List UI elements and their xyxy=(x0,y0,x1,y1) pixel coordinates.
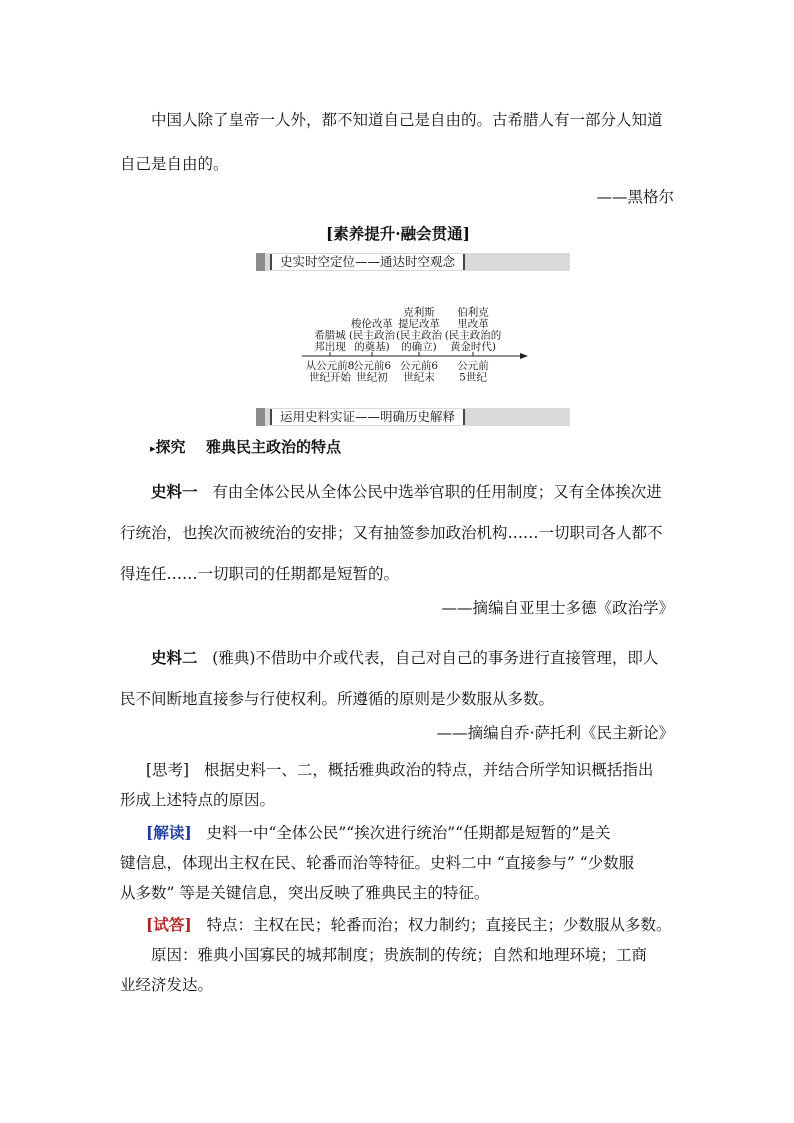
timeline-date-label: 世纪初 xyxy=(356,371,388,384)
banner-block xyxy=(256,408,265,426)
answer-reasons-line-2: 业经济发达。 xyxy=(120,976,214,994)
interpret-line-1: 史料一中“全体公民”“挨次进行统治”“任期都是短暂的”是关 xyxy=(206,824,611,842)
timeline-event-label: 希腊城 xyxy=(314,329,346,342)
source-one-line-3: 得连任……一切职司的任期都是短暂的。 xyxy=(120,565,400,583)
answer-reasons-line-1: 原因：雅典小国寡民的城邦制度；贵族制的传统；自然和地理环境；工商 xyxy=(151,946,648,964)
timeline-diagram xyxy=(290,288,540,388)
timeline-event-label: 克利斯 xyxy=(403,306,435,319)
timeline-event-label: 伯利克 xyxy=(457,306,489,319)
quote-text: 中国人除了皇帝一人外，都不知道自己是自由的。古希腊人有一部分人知道自己是自由的。 xyxy=(120,111,663,173)
inquiry-heading xyxy=(150,436,706,460)
interpret-label: [解读] xyxy=(146,823,192,842)
source-two-line-1: (雅典)不借助中介或代表，自己对自己的事务进行直接管理，即人 xyxy=(212,649,659,667)
timeline-date-label: 世纪开始 xyxy=(309,371,351,384)
timeline-arrow xyxy=(520,353,528,359)
timeline-events xyxy=(314,306,502,357)
source-one-citation: ——摘编自亚里士多德《政治学》 xyxy=(441,599,674,617)
banner-block xyxy=(256,253,265,271)
timeline-date-label: 5世纪 xyxy=(459,371,487,384)
source-two-citation: ——摘编自乔·萨托利《民主新论》 xyxy=(436,724,674,742)
timeline-event-label: 黄金时代) xyxy=(449,341,497,353)
timeline-event-label: 提尼改革 xyxy=(398,318,440,330)
source-one xyxy=(120,471,676,595)
timeline-event-label: 的确立) xyxy=(401,341,437,353)
banner-label: 运用史料实证——明确历史解释 xyxy=(270,409,465,425)
source-two-line-2: 民不间断地直接参与行使权利。所遵循的原则是少数服从多数。 xyxy=(120,690,555,708)
timeline-event-label: (民主政治 xyxy=(348,329,396,342)
section-title: [素养提升·融会贯通] xyxy=(325,224,471,243)
timeline-date-label: 公元前 xyxy=(457,360,489,372)
timeline-ticks xyxy=(306,359,490,384)
answer-label: [试答] xyxy=(146,915,192,934)
timeline-date-label: 世纪末 xyxy=(403,371,435,384)
timeline-event-label: 邦出现 xyxy=(314,341,346,353)
timeline-date-label: 从公元前8 xyxy=(305,360,355,372)
inquiry-label: 探究 xyxy=(155,438,186,456)
source-two xyxy=(120,637,676,720)
banner-timeline xyxy=(256,253,570,271)
banner-sources xyxy=(256,408,570,426)
interpret-line-2: 键信息，体现出主权在民、轮番而治等特征。史料二中 “直接参与” “少数服 xyxy=(120,854,635,872)
hegel-quote xyxy=(120,98,676,186)
interpret-block xyxy=(120,818,676,908)
quote-author: ——黑格尔 xyxy=(596,188,674,206)
interpret-line-3: 从多数” 等是关键信息，突出反映了雅典民主的特征。 xyxy=(120,884,490,902)
answer-features: 特点：主权在民；轮番而治；权力制约；直接民主；少数服从多数。 xyxy=(206,916,672,934)
timeline-date-label: 公元前6 xyxy=(352,360,392,372)
think-line-1: 根据史料一、二，概括雅典政治的特点，并结合所学知识概括指出 xyxy=(203,761,654,779)
timeline-date-label: 公元前6 xyxy=(399,360,439,372)
timeline-event-label: 梭伦改革 xyxy=(351,318,393,330)
triangle-marker-icon: ▸ xyxy=(150,442,156,455)
banner-label: 史实时空定位——通达时空观念 xyxy=(270,254,465,270)
timeline-event-label: (民主政治 xyxy=(395,329,443,342)
timeline-event-label: 里改革 xyxy=(457,318,489,330)
source-one-line-2: 行统治，也挨次而被统治的安排；又有抽签参加政治机构……一切职司各人都不 xyxy=(120,524,663,542)
source-one-line-1: 有由全体公民从全体公民中选举官职的任用制度；又有全体挨次进 xyxy=(212,483,662,501)
inquiry-title: 雅典民主政治的特点 xyxy=(206,438,342,456)
timeline-event-label: (民主政治的 xyxy=(444,329,502,342)
source-one-label: 史料一 xyxy=(151,482,198,501)
timeline-event-label: 的奠基) xyxy=(354,341,390,353)
source-two-label: 史料二 xyxy=(151,648,198,667)
think-line-2: 形成上述特点的原因。 xyxy=(120,791,276,809)
think-label: [思考] xyxy=(146,761,190,779)
answer-block xyxy=(120,910,676,1000)
think-block xyxy=(120,755,676,815)
